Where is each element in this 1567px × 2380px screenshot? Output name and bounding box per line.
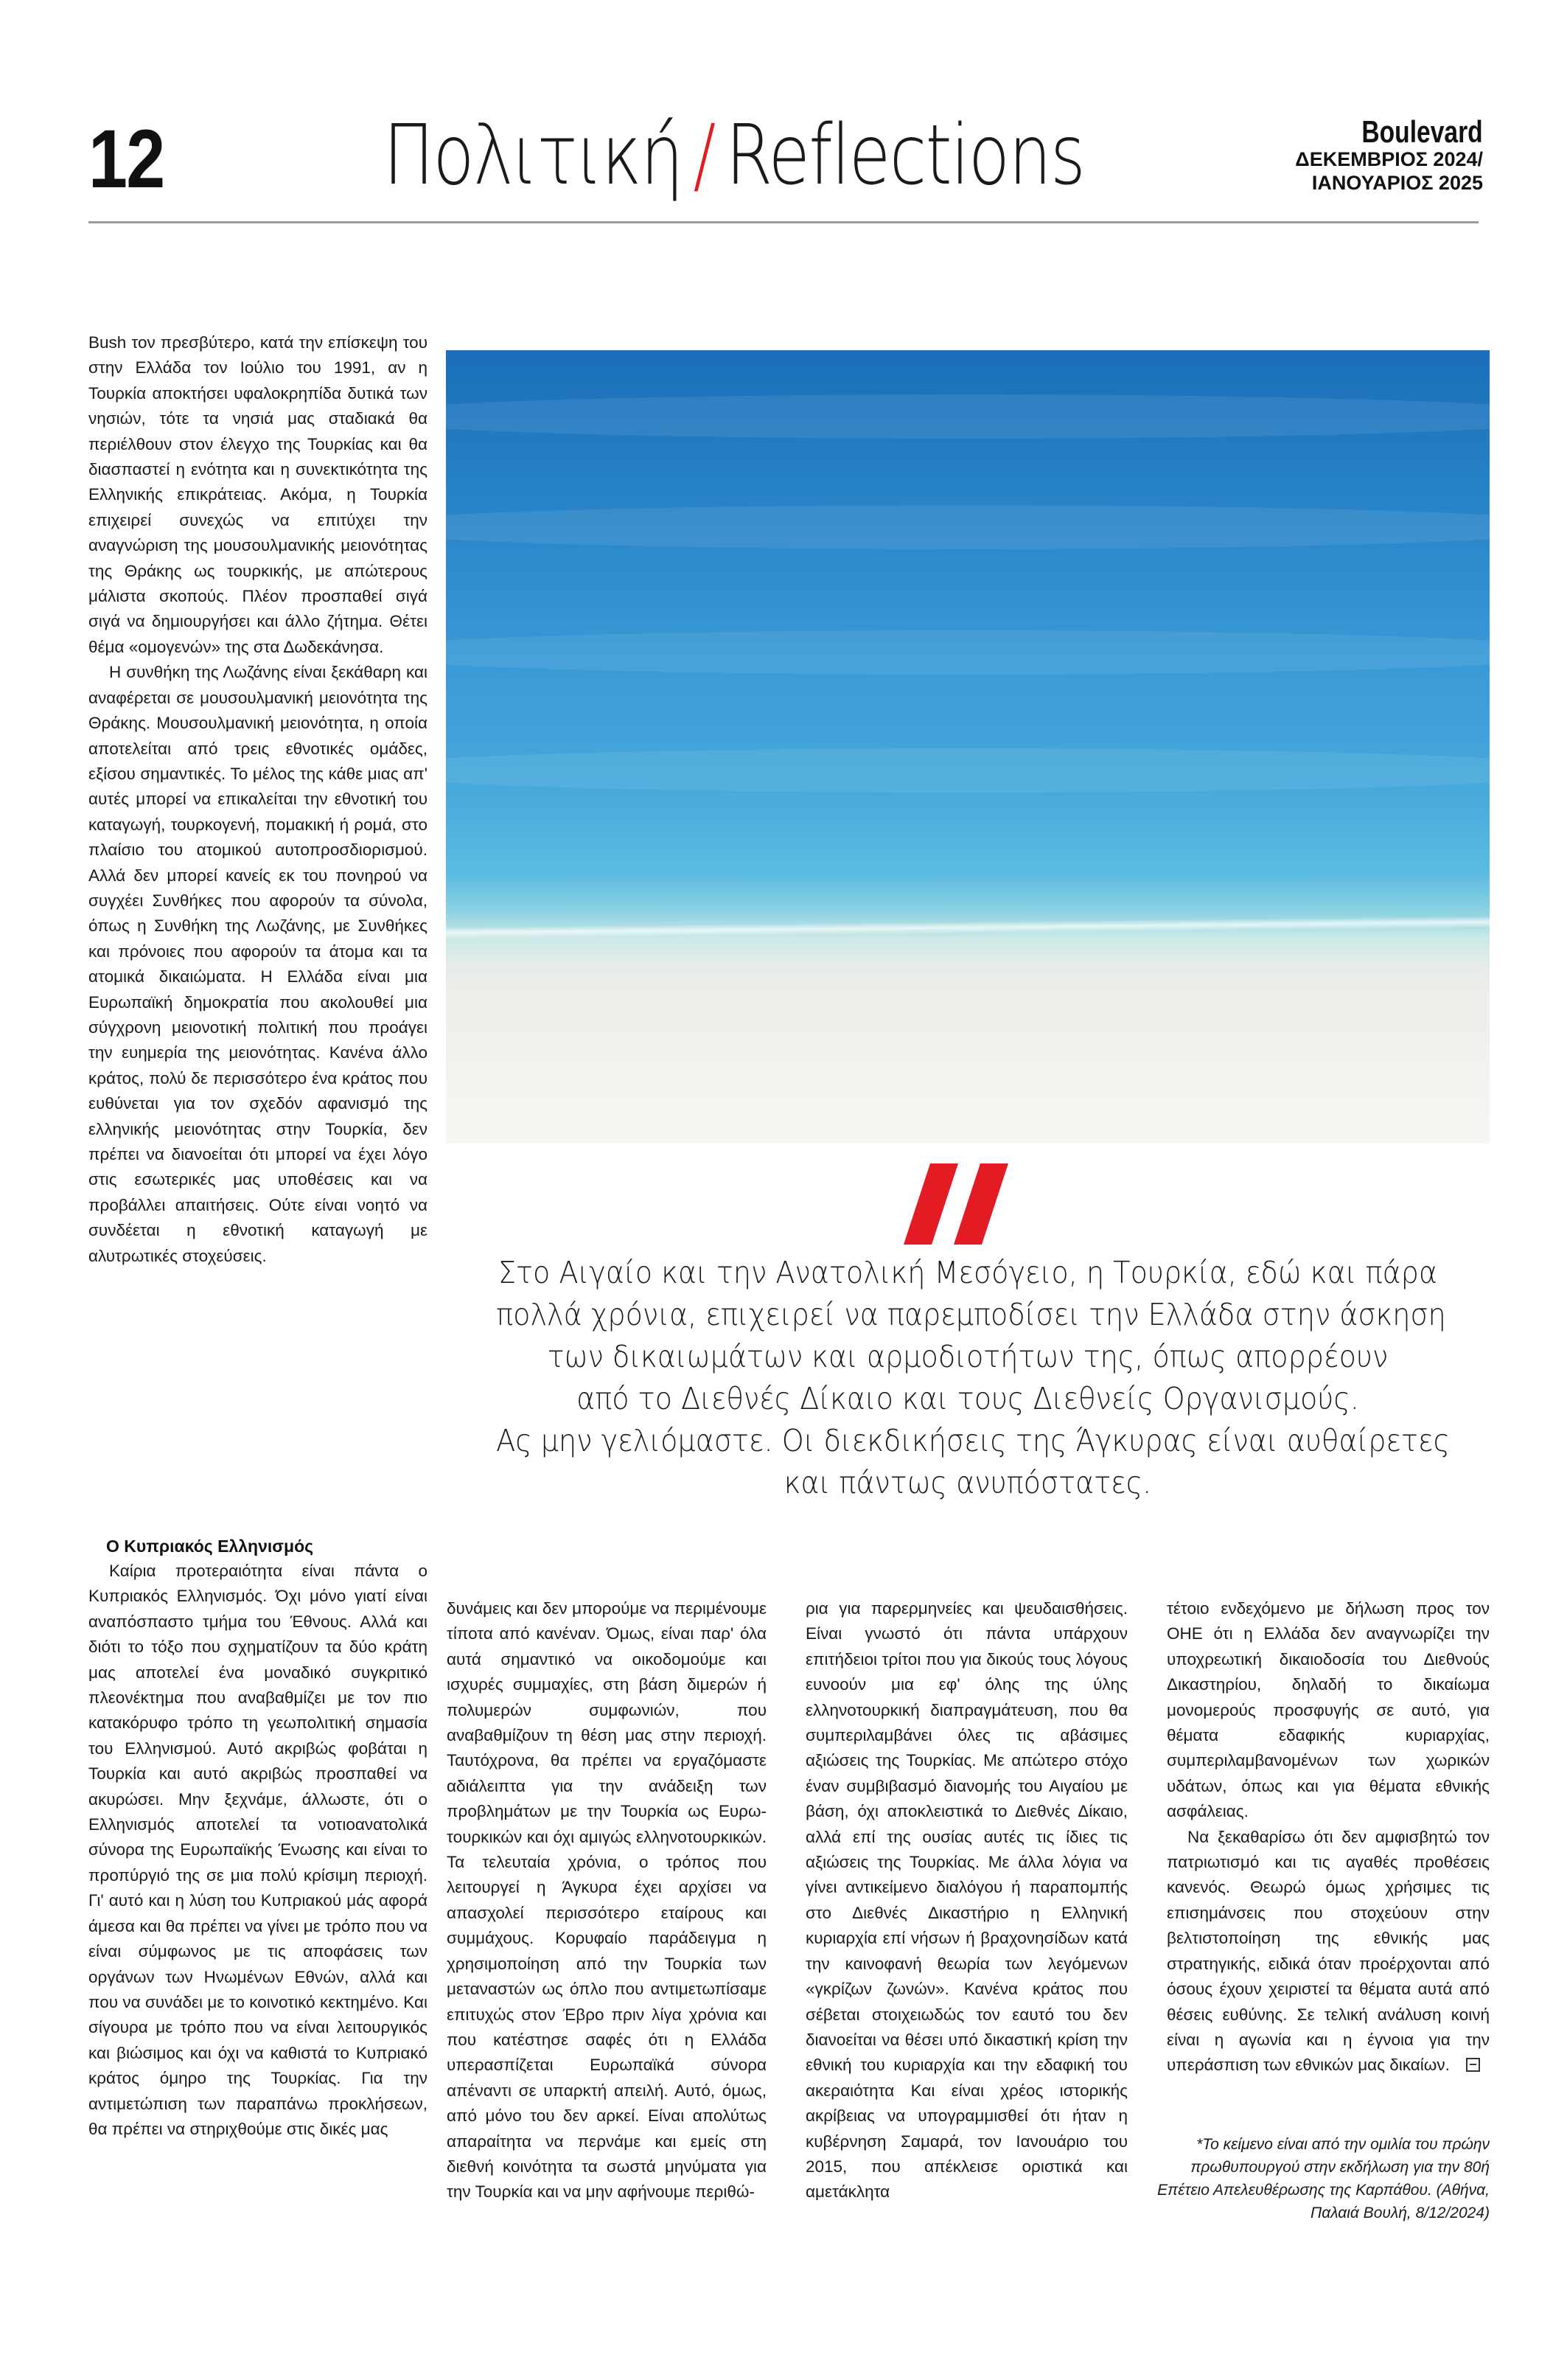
article-column-left-top: [88, 330, 427, 1269]
article-column-2: [447, 1596, 767, 2205]
paragraph: τέτοιο ενδεχόμενο με δήλωση προς τον ΟΗΕ ότι η Ελλάδα δεν αναγνωρίζει την υποχρεωτική δικαιοδοσία του Διεθνούς Δικαστηρίου, δηλαδή το δικαίωμα μονομερούς προσφυγής σε αυτό, για θέματα εδαφικής κυριαρχίας, συμπεριλαμβανομένων των χωρικών υδάτων, όπως και για θέματα εθνικής ασφάλειας.: [1167, 1599, 1490, 1821]
wave-texture: [446, 748, 1490, 793]
section-separator: /: [693, 108, 715, 203]
pull-quote-line: Στο Αιγαίο και την Ανατολική Μεσόγειο, η Τουρκία, εδώ και πάρα: [498, 1255, 1438, 1290]
paragraph: ρια για παρερμηνείες και ψευδαισθήσεις. Είναι γνωστό ότι πάντα υπάρχουν επιτήδειοι τρίτοι που για δικούς τους λόγους ευνοούν μια εφ' όλης της ύλης ελληνοτουρκική διαπραγμάτευση, που θα συμπεριλαμβάνει όλες τις αβάσιμες αξιώσεις της Τουρκίας. Με απώτερο στόχο έναν συμβιβασμό διανομής του Αιγαίου με βάση, όχι αποκλειστικά το Διεθνές Δίκαιο, αλλά επί της ουσίας αυτές τις ίδιες τις αξιώσεις της Τουρκίας. Με άλλα λόγια να γίνει αντικείμενο διαλόγου ή παραπομπής στο Διεθνές Δικαστήριο η Ελληνική κυριαρχία επί νήσων ή βραχονησίδων κατά την καινοφανή θεωρία των λεγόμενων «γκρίζων ζωνών». Κανένα κράτος που σέβεται στοιχειωδώς τον εαυτό του δεν διανοείται να θέσει υπό δικαστική κρίση την εθνική του κυριαρχία και την εδαφική του ακεραιότητα Και είναι χρέος ιστορικής ακρίβειας να υπογραμμισθεί ότι ήταν η κυβέρνηση Σαμαρά, τον Ιανουάριο του 2015, που απέκλεισε οριστικά και αμετάκλητα: [806, 1599, 1128, 2202]
section-label-en: Reflections: [725, 108, 1085, 203]
paragraph-text: Να ξεκαθαρίσω ότι δεν αμφισβητώ τον πατριωτισμό και τις αγαθές προθέσεις κανενός. Θεωρώ όμως χρήσιμες τις επισημάνσεις που στοχεύουν στην βελτιστοποίηση της εθνικής μας στρατηγικής, ειδικά όταν προέρχονται από όσους έχουν χειριστεί τα θέματα αυτά από θέσεις ευθύνης. Σε τελική ανάλυση κοινή είναι η αγωνία και η έγνοια για την υπεράσπιση των εθνικών μας δικαίων.: [1167, 1827, 1490, 2075]
wave-texture: [446, 505, 1490, 549]
shoreline: [446, 916, 1490, 939]
pull-quote-line: πολλά χρόνια, επιχειρεί να παρεμποδίσει την Ελλάδα στην άσκηση: [496, 1297, 1446, 1332]
issue-date-line-2: ΙΑΝΟΥΑΡΙΟΣ 2025: [1311, 172, 1483, 195]
wave-texture: [446, 630, 1490, 675]
aerial-sea-photo: [446, 350, 1490, 1144]
magazine-name: Boulevard: [1361, 114, 1483, 149]
article-column-left-bottom: [88, 1534, 427, 2142]
page-header: [0, 0, 1567, 229]
article-column-4: [1167, 1596, 1490, 2078]
header-divider: [88, 221, 1479, 223]
footnote: *Το κείμενο είναι από την ομιλία του πρώην πρωθυπουργού στην εκδήλωση για την 80ή Επέτειο Απελευθέρωσης της Καρπάθου. (Αθήνα, Παλαιά Βουλή, 8/12/2024): [1157, 2136, 1490, 2221]
paragraph-final: [1167, 1825, 1490, 2078]
paragraph: δυνάμεις και δεν μπορούμε να περιμένουμε τίποτα από κανέναν. Όμως, είναι παρ' όλα αυτά σημαντικό να οικοδομούμε και ισχυρές συμμαχίες, στη βάση διμερών ή πολυμερών συμφωνιών, που αναβαθμίζουν τη θέση μας στην περιοχή. Ταυτόχρονα, θα πρέπει να εργαζόμαστε αδιάλειπτα για την ανάδειξη των προβλημάτων με την Τουρκία ως Ευρω-τουρκικών και όχι αμιγώς ελληνοτουρκικών. Τα τελευταία χρόνια, ο τρόπος που λειτουργεί η Άγκυρα έχει αρχίσει να απασχολεί περισσότερο εταίρους και συμμάχους. Κορυφαίο παράδειγμα η χρησιμοποίηση από την Τουρκία των μεταναστών ως όπλο που αντιμετωπίσαμε επιτυχώς στον Έβρο πριν λίγα χρόνια και που κατέστησε σαφές ότι η Ελλάδα υπερασπίζεται Ευρωπαϊκά σύνορα απέναντι σε υπαρκτή απειλή. Αυτό, όμως, από μόνο του δεν αρκεί. Είναι απολύτως απαραίτητα να περνάμε και εμείς στη διεθνή κοινότητα τα σωστά μηνύματα για την Τουρκία και να μην αφήνουμε περιθώ-: [447, 1599, 767, 2202]
section-label: Πολιτική: [383, 108, 683, 203]
pull-quote-line: των δικαιωμάτων και αρμοδιοτήτων της, όπως απορρέουν: [547, 1339, 1389, 1374]
paragraph: Η συνθήκη της Λωζάνης είναι ξεκάθαρη και αναφέρεται σε μουσουλμανική μειονότητα της Θράκης. Μουσουλμανική μειονότητα, η οποία αποτελείται από τρεις εθνοτικές ομάδες, εξίσου σημαντικές. Το μέλος της κάθε μιας απ' αυτές μπορεί να επικαλείται την εθνοτική του καταγωγή, τουρκογενή, πομακική ή ρομά, στο πλαίσιο του ατομικού αυτοπροσδιορισμού. Αλλά δεν μπορεί κανείς εκ του πονηρού να συγχέει Συνθήκες που αφορούν τα σύνολα, όπως η Συνθήκη της Λωζάνης, με Συνθήκες και πρόνοιες που αφορούν τα άτομα και τα ατομικά δικαιώματα. Η Ελλάδα είναι μια Ευρωπαϊκή δημοκρατία που ακολουθεί μια σύγχρονη μειονοτική πολιτική που προάγει την ευημερία της μειονότητας. Κανένα άλλο κράτος, πολύ δε περισσότερο ένα κράτος που ευθύνεται για τον σχεδόν αφανισμό της ελληνικής μειονότητας στην Τουρκία, δεν πρέπει να διανοείται ότι μπορεί να έχει λόγο στις εσωτερικές μας υποθέσεις και να προβάλλει απαιτήσεις. Ούτε είναι νοητό να συνδέεται η εθνοτική καταγωγή με αλυτρωτικές στοχεύσεις.: [88, 663, 427, 1265]
paragraph: Bush τον πρεσβύτερο, κατά την επίσκεψη του στην Ελλάδα τον Ιούλιο του 1991, αν η Τουρκία αποκτήσει υφαλοκρηπίδα δυτικά των νησιών, τότε τα νησιά μας σταδιακά θα περιέλθουν στον έλεγχο της Τουρκίας και θα διασπαστεί η ενότητα και η συνεκτικότητα της Ελληνικής επικράτειας. Ακόμα, η Τουρκία επιχειρεί συνεχώς να επιτύχει την αναγνώριση της μουσουλμανικής μειονότητας της Θράκης ως τουρκικής, με απώτερους μάλιστα σκοπούς. Πλέον προσπαθεί σιγά σιγά να δημιουργήσει και άλλο ζήτημα. Θέτει θέμα «ομογενών» της στα Δωδεκάνησα.: [88, 333, 427, 656]
issue-date-line-1: ΔΕΚΕΜΒΡΙΟΣ 2024/: [1295, 148, 1483, 170]
subheading: Ο Κυπριακός Ελληνισμός: [106, 1537, 314, 1556]
article-column-3: [806, 1596, 1128, 2205]
quote-mark-icon: [901, 1163, 1011, 1245]
pull-quote-line: από το Διεθνές Δίκαιο και τους Διεθνείς Οργανισμούς.: [576, 1381, 1359, 1416]
page-number: 12: [88, 113, 164, 205]
end-of-article-icon: [1466, 2058, 1480, 2072]
paragraph: Καίρια προτεραιότητα είναι πάντα ο Κυπριακός Ελληνισμός. Όχι μόνο γιατί είναι αναπόσπαστο τμήμα του Έθνους. Αλλά και διότι το τόξο που σχηματίζουν τα δύο κράτη μας αποτελεί ένα μοναδικό συγκριτικό πλεονέκτημα που αναβαθμίζει με τον πιο κατακόρυφο τρόπο τη γεωπολιτική σημασία του Ελληνισμού. Αυτό ακριβώς φοβάται η Τουρκία και αυτό ακριβώς προσπαθεί να ακυρώσει. Μην ξεχνάμε, άλλωστε, ότι ο Ελληνισμός αποτελεί τα νοτιοανατολικά σύνορα της Ευρωπαϊκής Ένωσης και είναι το προπύργιό της σε μια πολύ κρίσιμη περιοχή. Γι' αυτό και η λύση του Κυπριακού μάς αφορά άμεσα και θα πρέπει να γίνει με τρόπο που να είναι σύμφωνος με τις αποφάσεις των οργάνων των Ηνωμένων Εθνών, αλλά και που να συνάδει με το κοινοτικό κεκτημένο. Και σίγουρα με τρόπο που να είναι λειτουργικός και βιώσιμος και όχι να καθιστά το Κυπριακό κράτος όμηρο της Τουρκίας. Για την αντιμετώπιση των παραπάνω προκλήσεων, θα πρέπει να στηριχθούμε στις δικές μας: [88, 1562, 427, 2138]
pull-quote: [461, 1252, 1475, 1504]
section-title: [383, 108, 1085, 203]
pull-quote-line: και πάντως ανυπόστατες.: [784, 1465, 1152, 1500]
pull-quote-line: Ας μην γελιόμαστε. Οι διεκδικήσεις της Άγκυρας είναι αυθαίρετες: [496, 1423, 1450, 1458]
magazine-masthead: [1295, 116, 1483, 195]
wave-texture: [446, 394, 1490, 439]
